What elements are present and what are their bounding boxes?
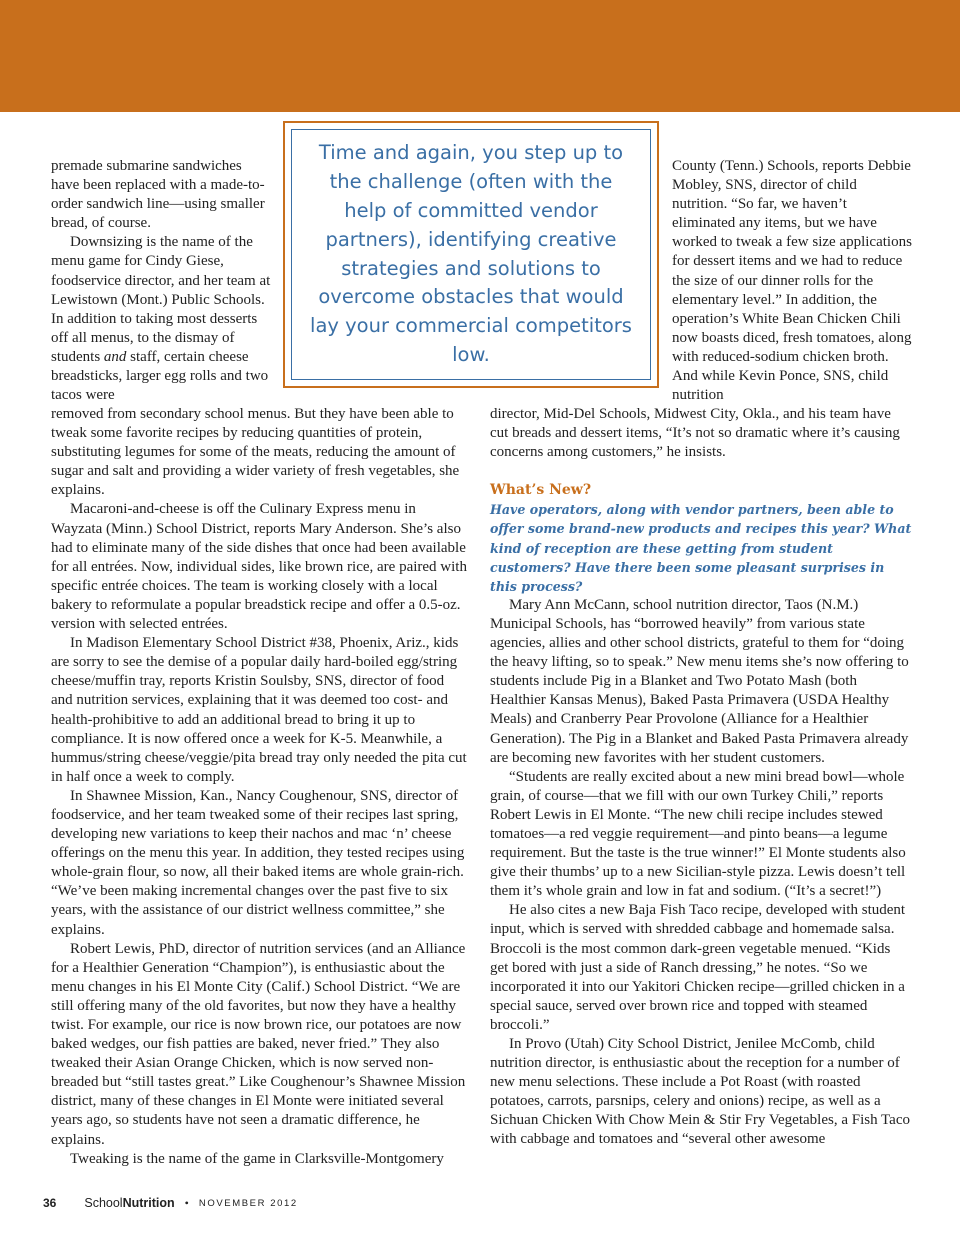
issue-date: NOVEMBER 2012 [198,1197,298,1209]
pull-quote-text: Time and again, you step up to the challenge (often with the help of committed vendor partners), identifying creative strategies and solutions to overcome obstacles that would lay your commercial competitors low. [310,141,632,366]
left-column-main [51,405,469,1169]
header-color-band [0,0,960,112]
section-heading: What’s New? [490,482,592,499]
paragraph: removed from secondary school menus. But they have been able to tweak some favorite recipes by reducing quantities of protein, substituting legumes for some of the meats, reducing the amount of sugar and salt and providing a wider variety of fresh vegetables, she explains. [51,406,460,499]
paragraph: director, Mid-Del Schools, Midwest City, Okla., and his team have cut breads and dessert items, “It’s not so dramatic where it’s causing concerns among customers,” he insists. [490,406,900,461]
paragraph: “Students are really excited about a new mini bread bowl—whole grain, of course—that we fill with our own Turkey Chili,” reports Robert Lewis in El Monte. “The new chili recipe includes stewed tomatoes—a red veggie requirement—and pinto beans—a legume requirement. But the taste is the true winner!” El Monte students also give their thumbs’ up to a new Sicilian-style pizza. Lewis doesn’t tell them it’s whole grain and low in fat and sodium. (“It’s a secret!”) [490,768,906,900]
pull-quote-inner-frame [291,129,651,380]
paragraph: Downsizing is the name of the menu game for Cindy Giese, foodservice director, and her team at Lewistown (Mont.) Public Schools. In addition to taking most desserts off all menus, to the dismay of students and staff, certain cheese breadsticks, larger egg rolls and two tacos were [51,234,271,404]
paragraph: He also cites a new Baja Fish Taco recipe, developed with student input, which is served with shredded cabbage and homemade salsa. Broccoli is the most common dark-green vegetable menued. “Kids get bored with just a side of Ranch dressing,” he notes. “So we incorporated it into our Yakitori Chicken recipe—grilled chicken in a special sauce, served over brown rice and topped with steamed broccoli.” [490,902,906,1033]
right-column-main [490,405,912,1150]
left-column-top [51,157,273,405]
pull-quote-box [283,121,659,388]
page-footer [43,1195,298,1211]
paragraph: premade submarine sandwiches have been replaced with a made-to-order sandwich line—using smaller bread, of course. [51,158,265,232]
paragraph: Macaroni-and-cheese is off the Culinary Express menu in Wayzata (Minn.) School District, reports Mary Anderson. She’s also had to eliminate many of the side dishes that once had been available for all entrées. Now, individual sides, like brown rice, are paired with specific entrée choices. The team is working closely with a local bakery to reformulate a popular breadstick recipe and offer a 0.5-oz. version with selected entrées. [51,501,467,633]
paragraph: County (Tenn.) Schools, reports Debbie Mobley, SNS, director of child nutrition. “So far, we haven’t eliminated any items, but we have worked to tweak a few size applications for dessert items and we had to reduce the size of our dinner rolls for the elementary level.” In addition, the operation’s White Bean Chicken Chili now boasts diced, fresh tomatoes, along with reduced-sodium chicken broth. And while Kevin Ponce, SNS, child nutrition [672,158,912,404]
section-question: Have operators, along with vendor partners, been able to offer some brand-new products and recipes this year? What kind of reception are these getting from student customers? Have there been some pleasant surprises in this process? [490,502,912,594]
paragraph: Tweaking is the name of the game in Clarksville-Montgomery [70,1150,444,1167]
paragraph: Robert Lewis, PhD, director of nutrition services (and an Alliance for a Healthier Generation “Champion”), is enthusiastic about the menu changes in his El Monte City (Calif.) School District. “We are still offering many of the old favorites, but now they have a healthy twist. For example, our rice is now brown rice, our potatoes are now baked wedges, our fish patties are baked, never fried.” They also tweaked their Asian Orange Chicken, which is now served non-breaded but “still tastes great.” Like Coughenour’s Shawnee Mission district, many of these changes in El Monte were initiated several years ago, so students have not seen a dramatic difference, he explains. [51,940,466,1148]
magazine-name-bold: Nutrition [122,1196,175,1210]
paragraph: Mary Ann McCann, school nutrition director, Taos (N.M.) Municipal Schools, has “borrowed heavily” from various state agencies, allies and other school districts, grateful to them for “doing the heavy lifting, so to speak.” New menu items she’s now offering to students include Pig in a Blanket and Two Potato Mash (both Healthier Kansas Menus), Baked Pasta Primavera (USDA Healthy Meals) and Cranberry Pear Provolone (Alliance for a Healthier Generation). The Pig in a Blanket and Baked Pasta Primavera already are becoming new favorites with her student customers. [490,596,909,766]
paragraph: In Provo (Utah) City School District, Jenilee McComb, child nutrition director, is enthusiastic about the reception for a number of new menu selections. These include a Pot Roast (with roasted potatoes, carrots, parsnips, celery and onions) recipe, as well as a Sichuan Chicken With Chow Mein & Stir Fry Vegetables, a Fish Taco with cabbage and tomatoes and “several other awesome [490,1036,910,1148]
paragraph: In Madison Elementary School District #38, Phoenix, Ariz., kids are sorry to see the demise of a popular daily hard-boiled egg/string cheese/muffin tray, reports Kristin Soulsby, SNS, director of food and nutrition services, explaining that it was deemed too cost- and health-prohibitive to add an additional bread to bring it up to compliance. It is now offered once a week for K-5. Meanwhile, a hummus/string cheese/veggie/pita bread tray only needed the pita cut in half once a week to comply. [51,635,467,785]
magazine-name-light: School [84,1196,123,1210]
footer-bullet: • [184,1195,189,1210]
right-column-top [672,157,912,405]
page-number: 36 [43,1196,57,1210]
paragraph: In Shawnee Mission, Kan., Nancy Coughenour, SNS, director of foodservice, and her team tweaked some of their recipes last spring, developing new variations to keep their nachos and mac ‘n’ cheese offerings on the menu this year. In addition, they tested recipes using whole-grain flour, so now, all their baked items are whole grain-rich. “We’ve been making incremental changes over the past five to six years, with the assistance of our district wellness committee,” she explains. [51,787,465,938]
